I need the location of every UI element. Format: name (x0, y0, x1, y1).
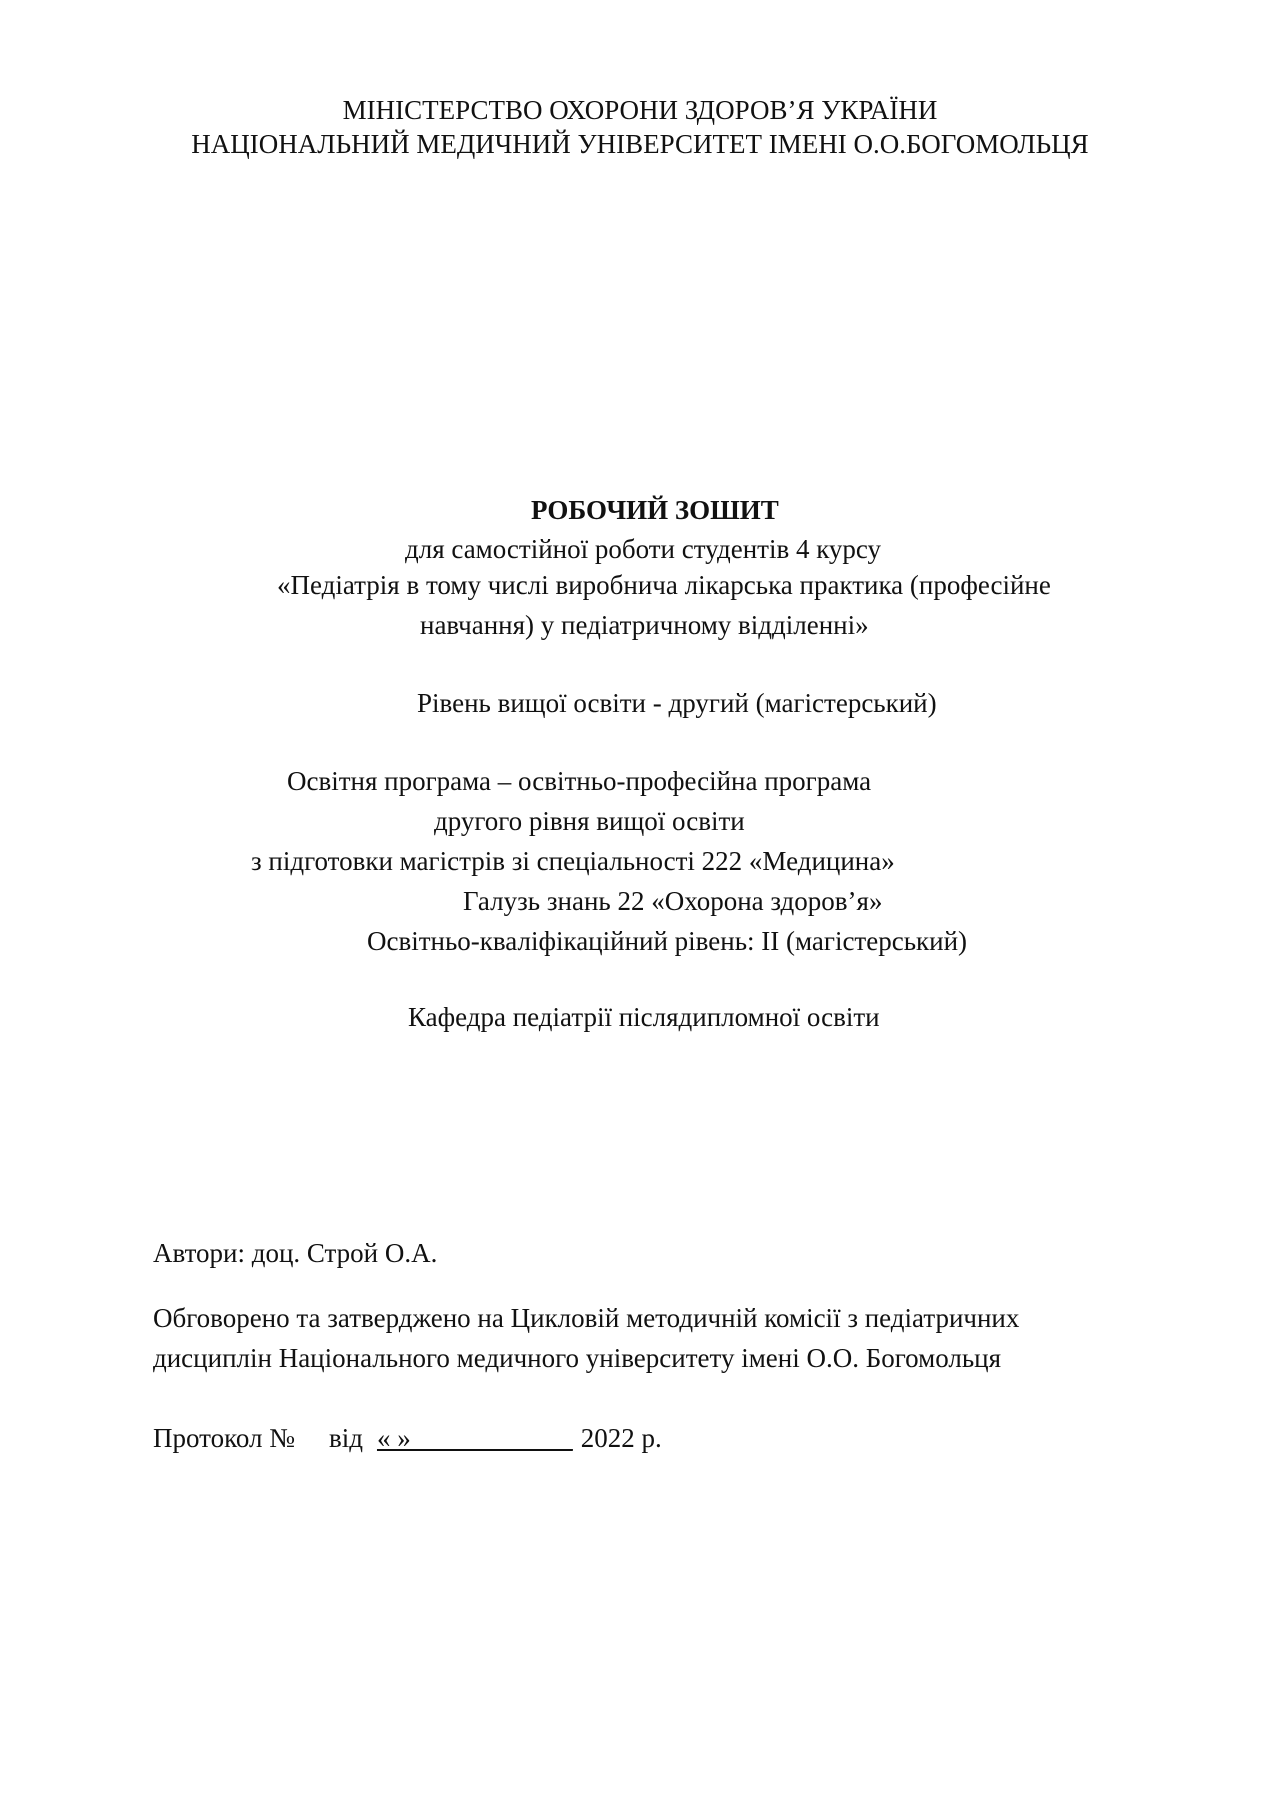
protocol-date-blank: « »____________ (376, 1423, 573, 1453)
program-line-4: Галузь знань 22 «Охорона здоров’я» (463, 886, 883, 916)
course-name-line-1: «Педіатрія в тому числі виробнича лікарська практика (професійне (277, 570, 1051, 600)
protocol-year: 2022 р. (580, 1423, 662, 1453)
document-subtitle: для самостійної роботи студентів 4 курсу (405, 534, 882, 564)
program-line-5: Освітньо-кваліфікаційний рівень: ІІ (магістерський) (367, 926, 968, 956)
authors-line: Автори: доц. Строй О.А. (153, 1238, 438, 1268)
university-heading: НАЦІОНАЛЬНИЙ МЕДИЧНИЙ УНІВЕРСИТЕТ ІМЕНІ О.О.БОГОМОЛЬЦЯ (191, 129, 1089, 159)
protocol-label: Протокол № (153, 1423, 295, 1453)
department-name: Кафедра педіатрії післядипломної освіти (408, 1002, 880, 1032)
education-level: Рівень вищої освіти - другий (магістерський) (417, 688, 937, 718)
protocol-line (153, 1425, 662, 1452)
program-line-1: Освітня програма – освітньо-професійна програма (287, 766, 872, 796)
approval-line-1: Обговорено та затверджено на Цикловій методичній комісії з педіатричних (153, 1303, 1020, 1333)
program-line-2: другого рівня вищої освіти (434, 806, 745, 836)
approval-line-2: дисциплін Національного медичного університету імені О.О. Богомольця (153, 1343, 1001, 1373)
course-name-line-2: навчання) у педіатричному відділенні» (420, 610, 869, 640)
program-line-3: з підготовки магістрів зі спеціальності 222 «Медицина» (251, 846, 895, 876)
protocol-from: від (328, 1423, 363, 1453)
ministry-heading: МІНІСТЕРСТВО ОХОРОНИ ЗДОРОВ’Я УКРАЇНИ (342, 95, 938, 125)
document-title: РОБОЧИЙ ЗОШИТ (531, 495, 779, 525)
